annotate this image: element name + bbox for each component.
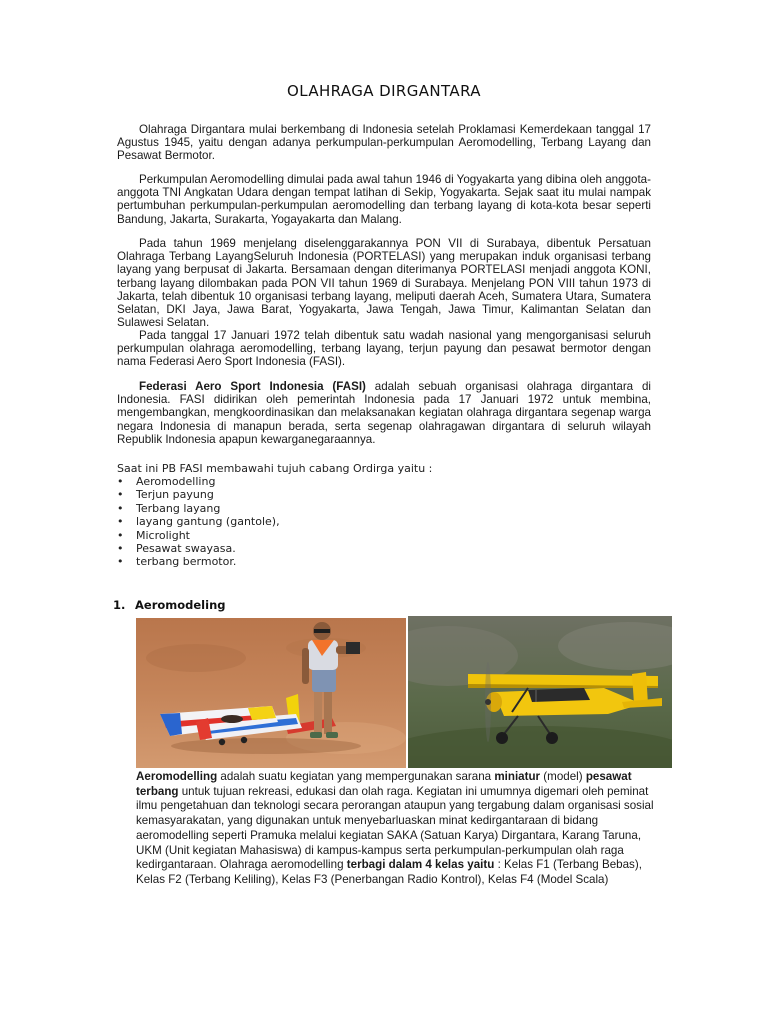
aeromodelling-term: Aeromodelling bbox=[136, 770, 218, 783]
paragraph-aeromodelling-origin bbox=[117, 173, 651, 226]
photo-boy-with-model-plane-image bbox=[136, 618, 406, 768]
paragraph-aeromodelling-origin-text: Perkumpulan Aeromodelling dimulai pada awal tahun 1946 di Yogyakarta yang dibina oleh anggota-anggota TNI Angkatan Udara dengan tempat latihan di Sekip, Yogyakarta. Sejak saat itu mulai nampak pertumbuhan perkumpulan-perkumpulan aeromodelling dan terbang layang di kota-kota besar seperti Bandung, Jakarta, Surakarta, Yogayakarta dan Malang. bbox=[117, 173, 651, 226]
paragraph-fasi-definition bbox=[117, 380, 651, 446]
list-item: • Terjun payung bbox=[117, 488, 214, 502]
paragraph-portelasi bbox=[117, 237, 651, 329]
list-item: • layang gantung (gantole), bbox=[117, 515, 280, 529]
branches-intro: Saat ini PB FASI membawahi tujuh cabang Ordirga yaitu : bbox=[117, 462, 433, 475]
bullet-icon: • bbox=[117, 515, 124, 529]
paragraph-fasi-definition-text: adalah sebuah organisasi olahraga dirgantara di Indonesia. FASI didirikan oleh pemerintah Indonesia pada 17 Januari 1972 untuk membina, mengembangkan, mengkoordinasikan dan melaksanakan kegiatan olahraga dirgantara segenap warga negara Indonesia di manapun berada, serta segenap olahragawan dirgantara di seluruh wilayah Republik Indonesia apapun kewarganegaraannya. bbox=[117, 380, 651, 446]
bullet-icon: • bbox=[117, 488, 124, 502]
paragraph-history-text: Olahraga Dirgantara mulai berkembang di Indonesia setelah Proklamasi Kemerdekaan tanggal 17 Agustus 1945, yaitu dengan adanya perkumpulan-perkumpulan Aeromodelling, Terbang Layang dan Pesawat Bermotor. bbox=[117, 123, 651, 163]
photo-yellow-model-plane bbox=[408, 616, 672, 768]
list-item: • Aeromodelling bbox=[117, 475, 216, 488]
list-item: • terbang bermotor. bbox=[117, 555, 237, 569]
section-heading-text: Aeromodeling bbox=[135, 598, 226, 612]
paragraph-history bbox=[117, 123, 651, 163]
section-number: 1. bbox=[113, 598, 126, 612]
bullet-icon: • bbox=[117, 542, 124, 556]
paragraph-fasi-founding-text: Pada tanggal 17 Januari 1972 telah dibentuk satu wadah nasional yang mengorganisasi seluruh perkumpulan olahraga aeromodelling, terbang layang, terjun payung dan pesawat bermotor dengan nama Federasi Aero Sport Indonesia (FASI). bbox=[117, 329, 651, 369]
page-title: OLAHRAGA DIRGANTARA bbox=[287, 82, 481, 100]
aeromodelling-description: Aeromodelling adalah suatu kegiatan yang mempergunakan sarana miniatur (model) pesawat terbang untuk tujuan rekreasi, edukasi dan olah raga. Kegiatan ini umumnya digemari oleh peminat ilmu pengetahuan dan teknologi secara perorangan ataupun yang tergabung dalam organisasi sosial kemasyarakatan, yang digunakan untuk menyebarluaskan minat kedirgantaraan di bidang aeromodelling seperti Pramuka melalui kegiatan SAKA (Satuan Karya) Dirgantara, Karang Taruna, UKM (Unit kegiatan Mahasiswa) di kampus-kampus serta perkumpulan-perkumpulan olah raga kedirgantaraan. Olahraga aeromodelling terbagi dalam 4 kelas yaitu : Kelas F1 (Terbang Bebas), Kelas F2 (Terbang Keliling), Kelas F3 (Penerbangan Radio Kontrol), Kelas F4 (Model Scala) bbox=[136, 770, 654, 886]
bullet-icon: • bbox=[117, 528, 124, 542]
bullet-icon: • bbox=[117, 501, 124, 515]
paragraph-fasi-founding bbox=[117, 329, 651, 369]
photo-yellow-model-plane-image bbox=[408, 616, 672, 768]
photo-boy-with-model-plane bbox=[136, 618, 406, 768]
list-item: • Microlight bbox=[117, 528, 190, 542]
bullet-icon: • bbox=[117, 555, 124, 569]
fasi-name-bold: Federasi Aero Sport Indonesia (FASI) bbox=[139, 380, 366, 393]
bullet-icon: • bbox=[117, 475, 124, 488]
branches-list bbox=[117, 475, 280, 569]
list-item: • Pesawat swayasa. bbox=[117, 542, 236, 556]
section-heading-aeromodeling bbox=[113, 598, 226, 612]
list-item: • Terbang layang bbox=[117, 501, 221, 515]
paragraph-portelasi-text: Pada tahun 1969 menjelang diselenggarakannya PON VII di Surabaya, dibentuk Persatuan Olahraga Terbang LayangSeluruh Indonesia (PORTELASI) yang merupakan induk organisasi terbang layang yang berpusat di Jakarta. Bersamaan dengan diterimanya PORTELASI menjadi anggota KONI, terbang layang dilombakan pada PON VII tahun 1969 di Surabaya. Menjelang PON VIII tahun 1973 di Jakarta, telah dibentuk 10 organisasi terbang layang, meliputi daerah Aceh, Sumatera Utara, Sumatera Selatan, DKI Jaya, Jawa Barat, Yogyakarta, Jawa Tengah, Jawa Timur, Kalimantan Selatan dan Sulawesi Selatan. bbox=[117, 237, 651, 330]
